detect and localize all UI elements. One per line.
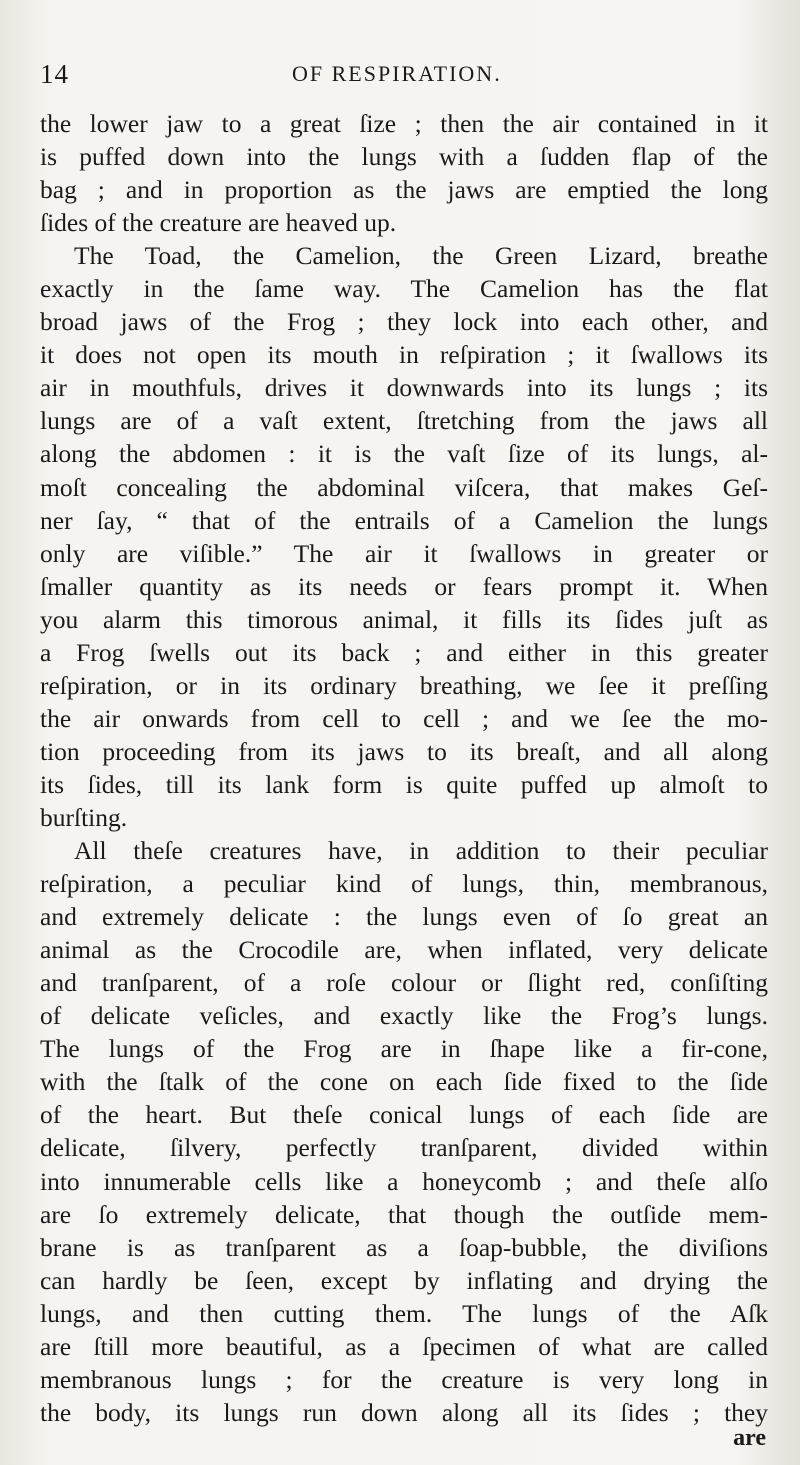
- text-line: a Frog ſwells out its back ; and either in this greater: [40, 637, 768, 667]
- text-line: ſmaller quantity as its needs or fears prompt it. When: [40, 571, 768, 601]
- text-line: reſpiration, or in its ordinary breathing, we ſee it preſſing: [40, 670, 768, 700]
- text-line: it does not open its mouth in reſpiration ; it ſwallows its: [40, 340, 768, 370]
- catchword: are: [733, 1425, 766, 1451]
- text-line: ner ſay, “ that of the entrails of a Camelion the lungs: [40, 505, 768, 535]
- text-line: only are viſible.” The air it ſwallows in greater or: [40, 538, 768, 568]
- text-line: the body, its lungs run down along all its ſides ; they: [40, 1397, 768, 1427]
- text-line: are ſo extremely delicate, that though the outſide mem-: [40, 1199, 768, 1229]
- text-line: ſides of the creature are heaved up.: [40, 208, 397, 238]
- text-line: you alarm this timorous animal, it fills its ſides juſt as: [40, 604, 768, 634]
- text-line: brane is as tranſparent as a ſoap-bubble, the diviſions: [40, 1232, 768, 1262]
- text-line: of delicate veſicles, and exactly like the Frog’s lungs.: [40, 1001, 768, 1031]
- body-text: [40, 107, 768, 1429]
- text-line: is puffed down into the lungs with a ſudden flap of the: [40, 142, 768, 172]
- text-line: delicate, ſilvery, perfectly tranſparent, divided within: [40, 1133, 768, 1163]
- text-line: tion proceeding from its jaws to its breaſt, and all along: [40, 736, 768, 766]
- running-title: OF RESPIRATION.: [292, 61, 502, 86]
- text-line: exactly in the ſame way. The Camelion has the flat: [40, 274, 768, 304]
- text-line: its ſides, till its lank form is quite puffed up almoſt to: [40, 769, 768, 799]
- page-number: 14: [40, 59, 69, 89]
- text-line: membranous lungs ; for the creature is very long in: [40, 1364, 768, 1394]
- text-line: animal as the Crocodile are, when inflated, very delicate: [40, 935, 768, 965]
- text-line: the air onwards from cell to cell ; and we ſee the mo-: [40, 703, 768, 733]
- text-line: lungs, and then cutting them. The lungs of the Aſk: [40, 1298, 768, 1328]
- text-line: and extremely delicate : the lungs even of ſo great an: [40, 902, 768, 932]
- text-line: All theſe creatures have, in addition to their peculiar: [74, 836, 768, 866]
- text-line: bag ; and in proportion as the jaws are emptied the long: [40, 175, 768, 205]
- text-line: the lower jaw to a great ſize ; then the air contained in it: [40, 109, 768, 138]
- text-line: The lungs of the Frog are in ſhape like a fir-cone,: [40, 1034, 768, 1064]
- text-line: The Toad, the Camelion, the Green Lizard, breathe: [74, 241, 768, 271]
- text-line: lungs are of a vaſt extent, ſtretching from the jaws all: [40, 406, 768, 436]
- text-line: reſpiration, a peculiar kind of lungs, thin, membranous,: [40, 869, 768, 899]
- text-line: with the ſtalk of the cone on each ſide fixed to the ſide: [40, 1067, 768, 1097]
- text-line: can hardly be ſeen, except by inflating and drying the: [40, 1265, 768, 1295]
- text-line: are ſtill more beautiful, as a ſpecimen of what are called: [40, 1331, 768, 1361]
- text-line: along the abdomen : it is the vaſt ſize of its lungs, al-: [40, 439, 768, 469]
- text-line: broad jaws of the Frog ; they lock into each other, and: [40, 307, 768, 337]
- page-header: [40, 55, 760, 95]
- text-line: burſting.: [40, 802, 128, 832]
- text-line: of the heart. But theſe conical lungs of each ſide are: [40, 1100, 768, 1130]
- text-line: and tranſparent, of a roſe colour or ſlight red, conſiſting: [40, 968, 768, 998]
- text-line: into innumerable cells like a honeycomb ; and theſe alſo: [40, 1166, 768, 1196]
- text-line: air in mouthfuls, drives it downwards into its lungs ; its: [40, 373, 768, 403]
- text-line: moſt concealing the abdominal viſcera, that makes Geſ-: [40, 472, 768, 502]
